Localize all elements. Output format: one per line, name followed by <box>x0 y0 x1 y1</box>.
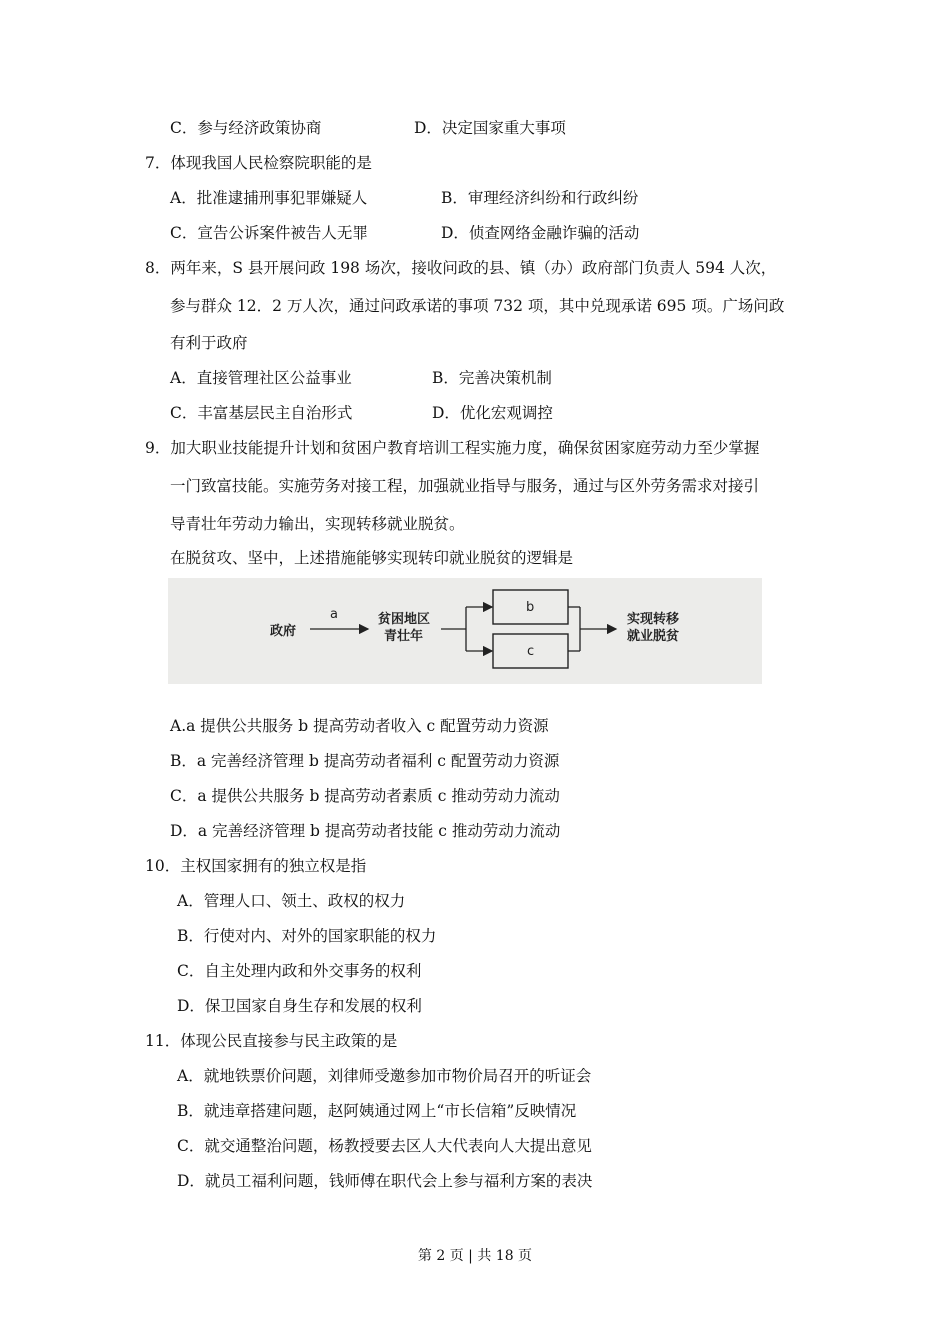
q9-option-a: A.a 提供公共服务 b 提高劳动者收入 c 配置劳动力资源 <box>170 717 549 735</box>
page-footer: 第 2 页 | 共 18 页 <box>417 1248 533 1264</box>
q9-option-d: D．a 完善经济管理 b 提高劳动者技能 c 推动劳动力流动 <box>170 822 561 840</box>
q7-option-a: A．批准逮捕刑事犯罪嫌疑人 <box>170 189 368 207</box>
q9-flow-diagram <box>168 578 762 684</box>
q8-option-d: D．优化宏观调控 <box>432 404 553 422</box>
diagram-a-label: a <box>330 607 338 622</box>
diagram-c-label: c <box>527 644 535 659</box>
q10-stem: 10．主权国家拥有的独立权是指 <box>145 857 367 875</box>
q9-stem-line-3: 导青壮年劳动力输出，实现转移就业脱贫。 <box>170 515 465 533</box>
diagram-target-line-1: 贫困地区 <box>378 612 431 627</box>
q8-option-a: A．直接管理社区公益事业 <box>170 369 352 387</box>
q7-stem: 7．体现我国人民检察院职能的是 <box>145 154 372 172</box>
q11-option-d: D．就员工福利问题，钱师傅在职代会上参与福利方案的表决 <box>177 1172 593 1190</box>
diagram-result-line-2: 就业脱贫 <box>627 629 680 644</box>
diagram-b-label: b <box>526 600 535 615</box>
q9-option-c: C．a 提供公共服务 b 提高劳动者素质 c 推动劳动力流动 <box>170 787 560 805</box>
q9-stem-line-2: 一门致富技能。实施劳务对接工程，加强就业指导与服务，通过与区外劳务需求对接引 <box>170 477 760 495</box>
q10-option-a: A．管理人口、领土、政权的权力 <box>177 892 406 910</box>
q7-option-b: B．审理经济纠纷和行政纠纷 <box>441 189 639 207</box>
q10-option-c: C．自主处理内政和外交事务的权利 <box>177 962 422 980</box>
q7-option-d: D．侦查网络金融诈骗的活动 <box>441 224 640 242</box>
q8-stem-line-1: 8．两年来，S 县开展问政 198 场次，接收问政的县、镇（办）政府部门负责人 594 人次， <box>145 259 777 277</box>
q10-option-d: D．保卫国家自身生存和发展的权利 <box>177 997 422 1015</box>
q11-option-a: A．就地铁票价问题，刘律师受邀参加市物价局召开的听证会 <box>177 1067 592 1085</box>
q11-option-b: B．就违章搭建问题，赵阿姨通过网上“市长信箱”反映情况 <box>177 1102 577 1120</box>
q8-option-c: C．丰富基层民主自治形式 <box>170 404 353 422</box>
q8-stem-line-2: 参与群众 12．2 万人次，通过问政承诺的事项 732 项，其中兑现承诺 695 项。广场问政 <box>170 297 785 315</box>
q6-option-c: C．参与经济政策协商 <box>170 119 322 137</box>
q9-stem-line-1: 9．加大职业技能提升计划和贫困户教育培训工程实施力度，确保贫困家庭劳动力至少掌握 <box>145 439 760 457</box>
diagram-target-line-2: 青壮年 <box>384 629 424 644</box>
q11-option-c: C．就交通整治问题，杨教授要去区人大代表向人大提出意见 <box>177 1137 592 1155</box>
diagram-result-line-1: 实现转移 <box>627 612 680 627</box>
q7-option-c: C．宣告公诉案件被告人无罪 <box>170 224 368 242</box>
q8-option-b: B．完善决策机制 <box>432 369 552 387</box>
q10-option-b: B．行使对内、对外的国家职能的权力 <box>177 927 437 945</box>
q9-option-b: B．a 完善经济管理 b 提高劳动者福利 c 配置劳动力资源 <box>170 752 560 770</box>
q6-option-d: D．决定国家重大事项 <box>414 119 566 137</box>
q9-stem-line-4: 在脱贫攻、坚中，上述措施能够实现转印就业脱贫的逻辑是 <box>170 549 574 567</box>
diagram-gov-label: 政府 <box>270 624 297 639</box>
q8-stem-line-3: 有利于政府 <box>170 334 248 352</box>
q11-stem: 11．体现公民直接参与民主政策的是 <box>145 1032 398 1050</box>
